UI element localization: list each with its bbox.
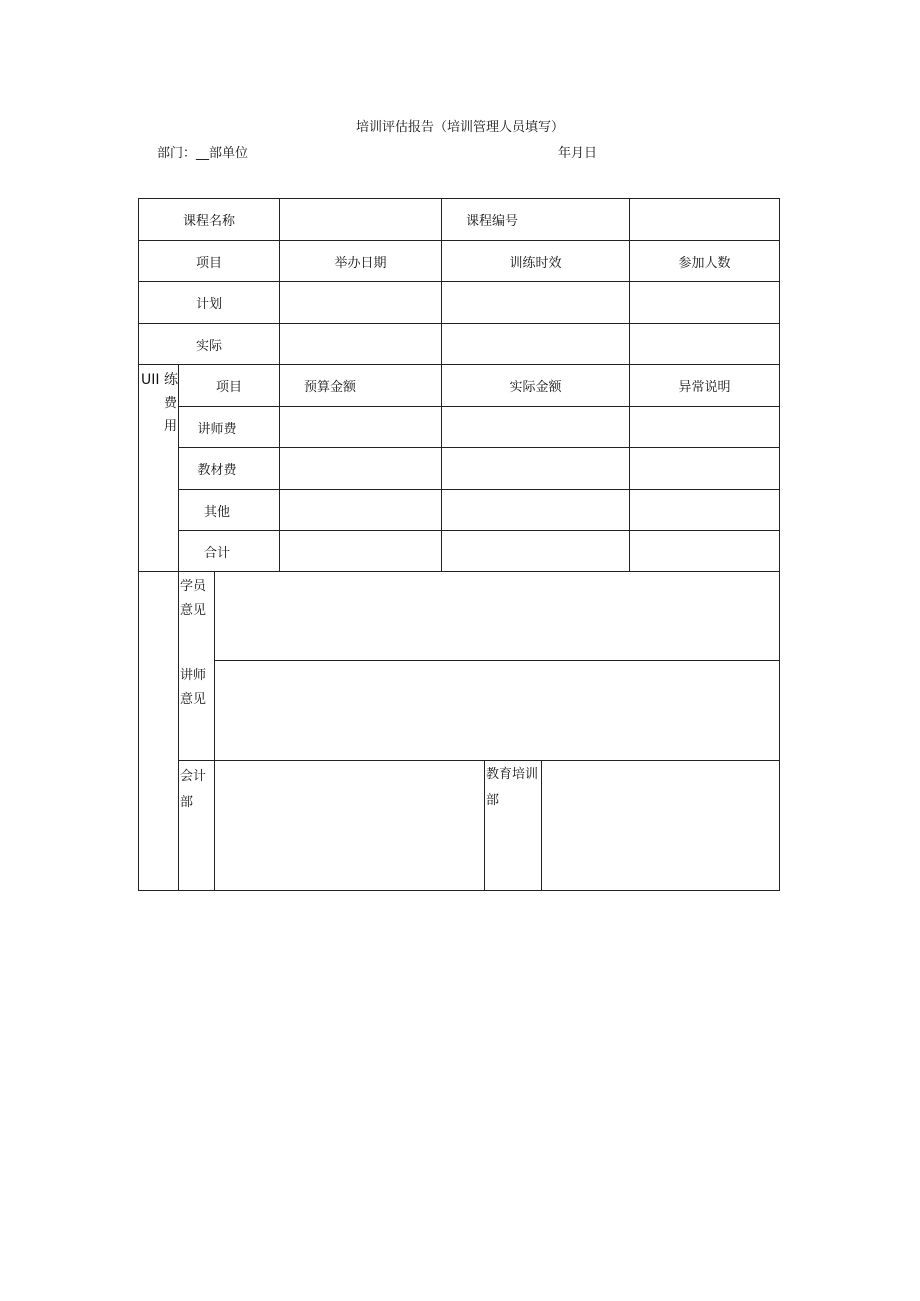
fee-item-header: 项目 <box>215 380 242 395</box>
plan-duration-field[interactable] <box>442 282 629 323</box>
col-divider <box>178 571 179 891</box>
instructor-opinion-field[interactable] <box>215 661 779 760</box>
instructor-fee-note-field[interactable] <box>630 407 779 447</box>
participants-header: 参加人数 <box>678 255 731 271</box>
total-budget-field[interactable] <box>280 531 441 571</box>
instructor-fee-budget-field[interactable] <box>280 407 441 447</box>
material-fee-budget-field[interactable] <box>280 448 441 489</box>
material-fee-note-field[interactable] <box>630 448 779 489</box>
student-opinion-label-line2: 意见 <box>180 603 207 618</box>
plan-label: 计划 <box>195 297 222 312</box>
date-label: 年月日 <box>558 146 598 161</box>
training-duration-header: 训练时效 <box>509 255 562 271</box>
plan-participants-field[interactable] <box>630 282 779 323</box>
instructor-fee-label: 讲师费 <box>197 421 237 437</box>
actual-label: 实际 <box>195 338 222 354</box>
course-number-field[interactable] <box>630 199 779 240</box>
course-number-label: 课程编号 <box>465 214 518 229</box>
course-name-field[interactable] <box>280 199 441 240</box>
plan-date-field[interactable] <box>280 282 441 323</box>
actual-amount-header: 实际金额 <box>509 380 562 395</box>
accounting-dept-field[interactable] <box>215 761 484 890</box>
total-note-field[interactable] <box>630 531 779 571</box>
education-dept-label <box>486 759 538 817</box>
training-fee-label-line1: UII 练 <box>141 372 178 388</box>
other-fee-actual-field[interactable] <box>442 490 629 530</box>
material-fee-actual-field[interactable] <box>442 448 629 489</box>
instructor-opinion-label-line1: 讲师 <box>180 668 207 683</box>
item-header: 项目 <box>195 255 222 271</box>
training-fee-label <box>139 369 179 438</box>
other-fee-budget-field[interactable] <box>280 490 441 530</box>
training-fee-label-line2: 费 <box>163 396 177 411</box>
department-label: 部门：__部单位 <box>157 146 249 161</box>
course-name-label: 课程名称 <box>182 214 235 229</box>
education-dept-label-line2: 部 <box>486 793 500 808</box>
training-fee-label-line3: 用 <box>163 419 177 434</box>
total-label: 合计 <box>203 545 230 561</box>
table-right-border <box>779 198 780 891</box>
accounting-dept-label-line1: 会计 <box>180 769 207 784</box>
education-dept-field[interactable] <box>542 761 779 890</box>
exception-note-header: 异常说明 <box>678 380 731 395</box>
table-bottom-border <box>138 890 780 891</box>
instructor-opinion-label-line2: 意见 <box>180 692 207 707</box>
actual-date-field[interactable] <box>280 324 441 364</box>
total-actual-field[interactable] <box>442 531 629 571</box>
instructor-opinion-label <box>180 664 206 712</box>
other-fee-note-field[interactable] <box>630 490 779 530</box>
student-opinion-label <box>180 575 206 623</box>
instructor-fee-actual-field[interactable] <box>442 407 629 447</box>
col-divider <box>484 760 485 891</box>
accounting-dept-label <box>180 764 206 816</box>
student-opinion-field[interactable] <box>215 572 779 660</box>
report-title: 培训评估报告（培训管理人员填写） <box>355 120 564 135</box>
other-fee-label: 其他 <box>203 504 230 520</box>
actual-participants-field[interactable] <box>630 324 779 364</box>
accounting-dept-label-line2: 部 <box>180 795 194 810</box>
education-dept-label-line1: 教育培训 <box>486 767 539 782</box>
material-fee-label: 教材费 <box>197 463 237 478</box>
held-date-header: 举办日期 <box>334 255 387 271</box>
budget-amount-header: 预算金额 <box>303 380 356 395</box>
actual-duration-field[interactable] <box>442 324 629 364</box>
student-opinion-label-line1: 学员 <box>180 579 207 594</box>
